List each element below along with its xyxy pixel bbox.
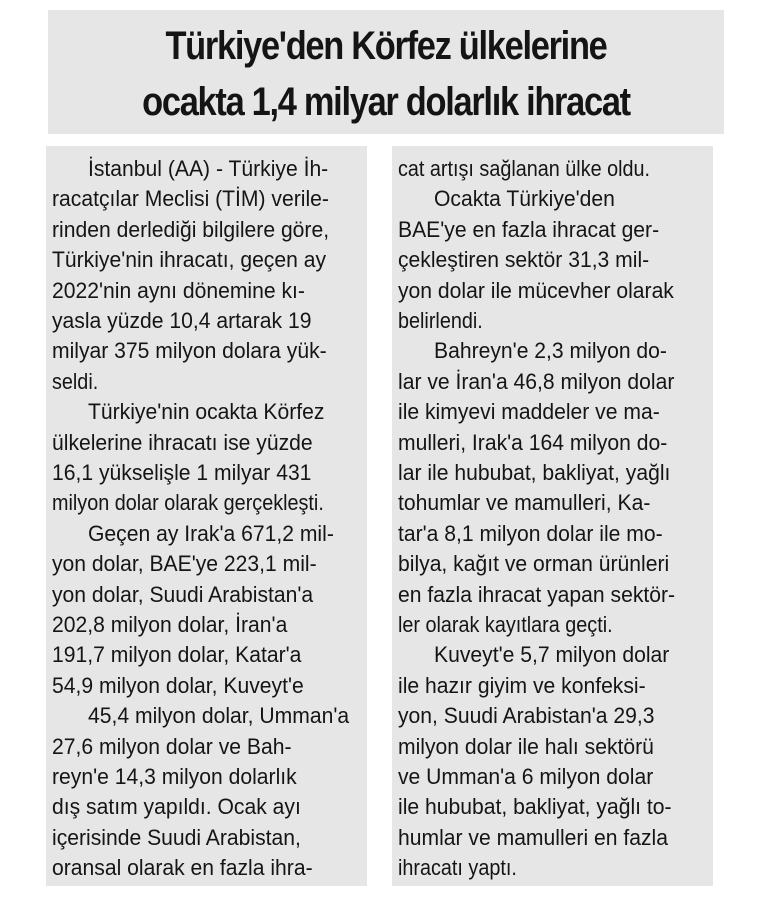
- article-line: mulleri, Irak'a 164 milyon do-: [398, 429, 668, 455]
- headline-box: [48, 10, 724, 134]
- article-line: humlar ve mamulleri en fazla: [398, 824, 668, 850]
- article-column-right: [392, 146, 713, 886]
- article-line: en fazla ihracat yapan sektör-: [398, 581, 676, 607]
- article-line: lar ve İran'a 46,8 milyon dolar: [398, 368, 675, 394]
- article-line: tar'a 8,1 milyon dolar ile mo-: [398, 520, 663, 546]
- article-line: yon dolar ile mücevher olarak: [398, 277, 674, 303]
- article-line: ile hububat, bakliyat, yağlı to-: [398, 794, 672, 820]
- article-line: belirlendi.: [398, 308, 483, 333]
- article-line: oransal olarak en fazla ihra-: [52, 855, 313, 881]
- article-line: BAE'ye en fazla ihracat ger-: [398, 216, 660, 242]
- article-line: Ocakta Türkiye'den: [434, 186, 615, 212]
- article-line: ile kimyevi maddeler ve ma-: [398, 399, 660, 425]
- headline-line-1: Türkiye'den Körfez ülkelerine: [165, 24, 607, 68]
- article-line: racatçılar Meclisi (TİM) verile-: [52, 186, 329, 212]
- article-line: ihracatı yaptı.: [398, 855, 517, 881]
- article-line: içerisinde Suudi Arabistan,: [52, 824, 301, 850]
- article-line: Bahreyn'e 2,3 milyon do-: [434, 338, 667, 364]
- article-line: yon, Suudi Arabistan'a 29,3: [398, 703, 655, 729]
- article-line: dış satım yapıldı. Ocak ayı: [52, 794, 301, 820]
- article-line: milyar 375 milyon dolara yük-: [52, 338, 327, 364]
- article-line: seldi.: [52, 368, 99, 394]
- headline-line-2: ocakta 1,4 milyar dolarlık ihracat: [142, 80, 630, 124]
- article-line: yasla yüzde 10,4 artarak 19: [52, 308, 312, 333]
- article-line: 45,4 milyon dolar, Umman'a: [88, 703, 350, 729]
- article-line: ler olarak kayıtlara geçti.: [398, 612, 613, 637]
- article-line: çekleştiren sektör 31,3 mil-: [398, 247, 650, 273]
- article-line: lar ile hububat, bakliyat, yağlı: [398, 460, 671, 485]
- article-line: İstanbul (AA) - Türkiye İh-: [88, 156, 329, 181]
- article-column-left: [46, 146, 367, 886]
- article-line: yon dolar, Suudi Arabistan'a: [52, 581, 314, 607]
- article-line: milyon dolar olarak gerçekleşti.: [52, 490, 324, 516]
- article-line: bilya, kağıt ve orman ürünleri: [398, 551, 670, 577]
- article-line: ve Umman'a 6 milyon dolar: [398, 764, 654, 789]
- article-line: 16,1 yükselişle 1 milyar 431: [52, 460, 312, 485]
- article-line: 27,6 milyon dolar ve Bah-: [52, 733, 292, 759]
- article-line: Türkiye'nin ihracatı, geçen ay: [52, 247, 327, 273]
- article-line: 191,7 milyon dolar, Katar'a: [52, 642, 302, 668]
- article-line: tohumlar ve mamulleri, Ka-: [398, 490, 651, 516]
- article-line: reyn'e 14,3 milyon dolarlık: [52, 764, 297, 789]
- article-line: 2022'nin aynı dönemine kı-: [52, 277, 305, 303]
- article-line: milyon dolar ile halı sektörü: [398, 733, 654, 759]
- article-line: cat artışı sağlanan ülke oldu.: [398, 156, 651, 181]
- article-line: Kuveyt'e 5,7 milyon dolar: [434, 642, 670, 668]
- article-line: yon dolar, BAE'ye 223,1 mil-: [52, 551, 317, 577]
- article-line: ile hazır giyim ve konfeksi-: [398, 672, 646, 698]
- article-line: rinden derlediği bilgilere göre,: [52, 216, 330, 242]
- article-line: Türkiye'nin ocakta Körfez: [88, 399, 325, 425]
- article-line: 54,9 milyon dolar, Kuveyt'e: [52, 672, 304, 698]
- article-line: 202,8 milyon dolar, İran'a: [52, 612, 288, 637]
- article-line: ülkelerine ihracatı ise yüzde: [52, 429, 313, 455]
- article-line: Geçen ay Irak'a 671,2 mil-: [88, 520, 334, 546]
